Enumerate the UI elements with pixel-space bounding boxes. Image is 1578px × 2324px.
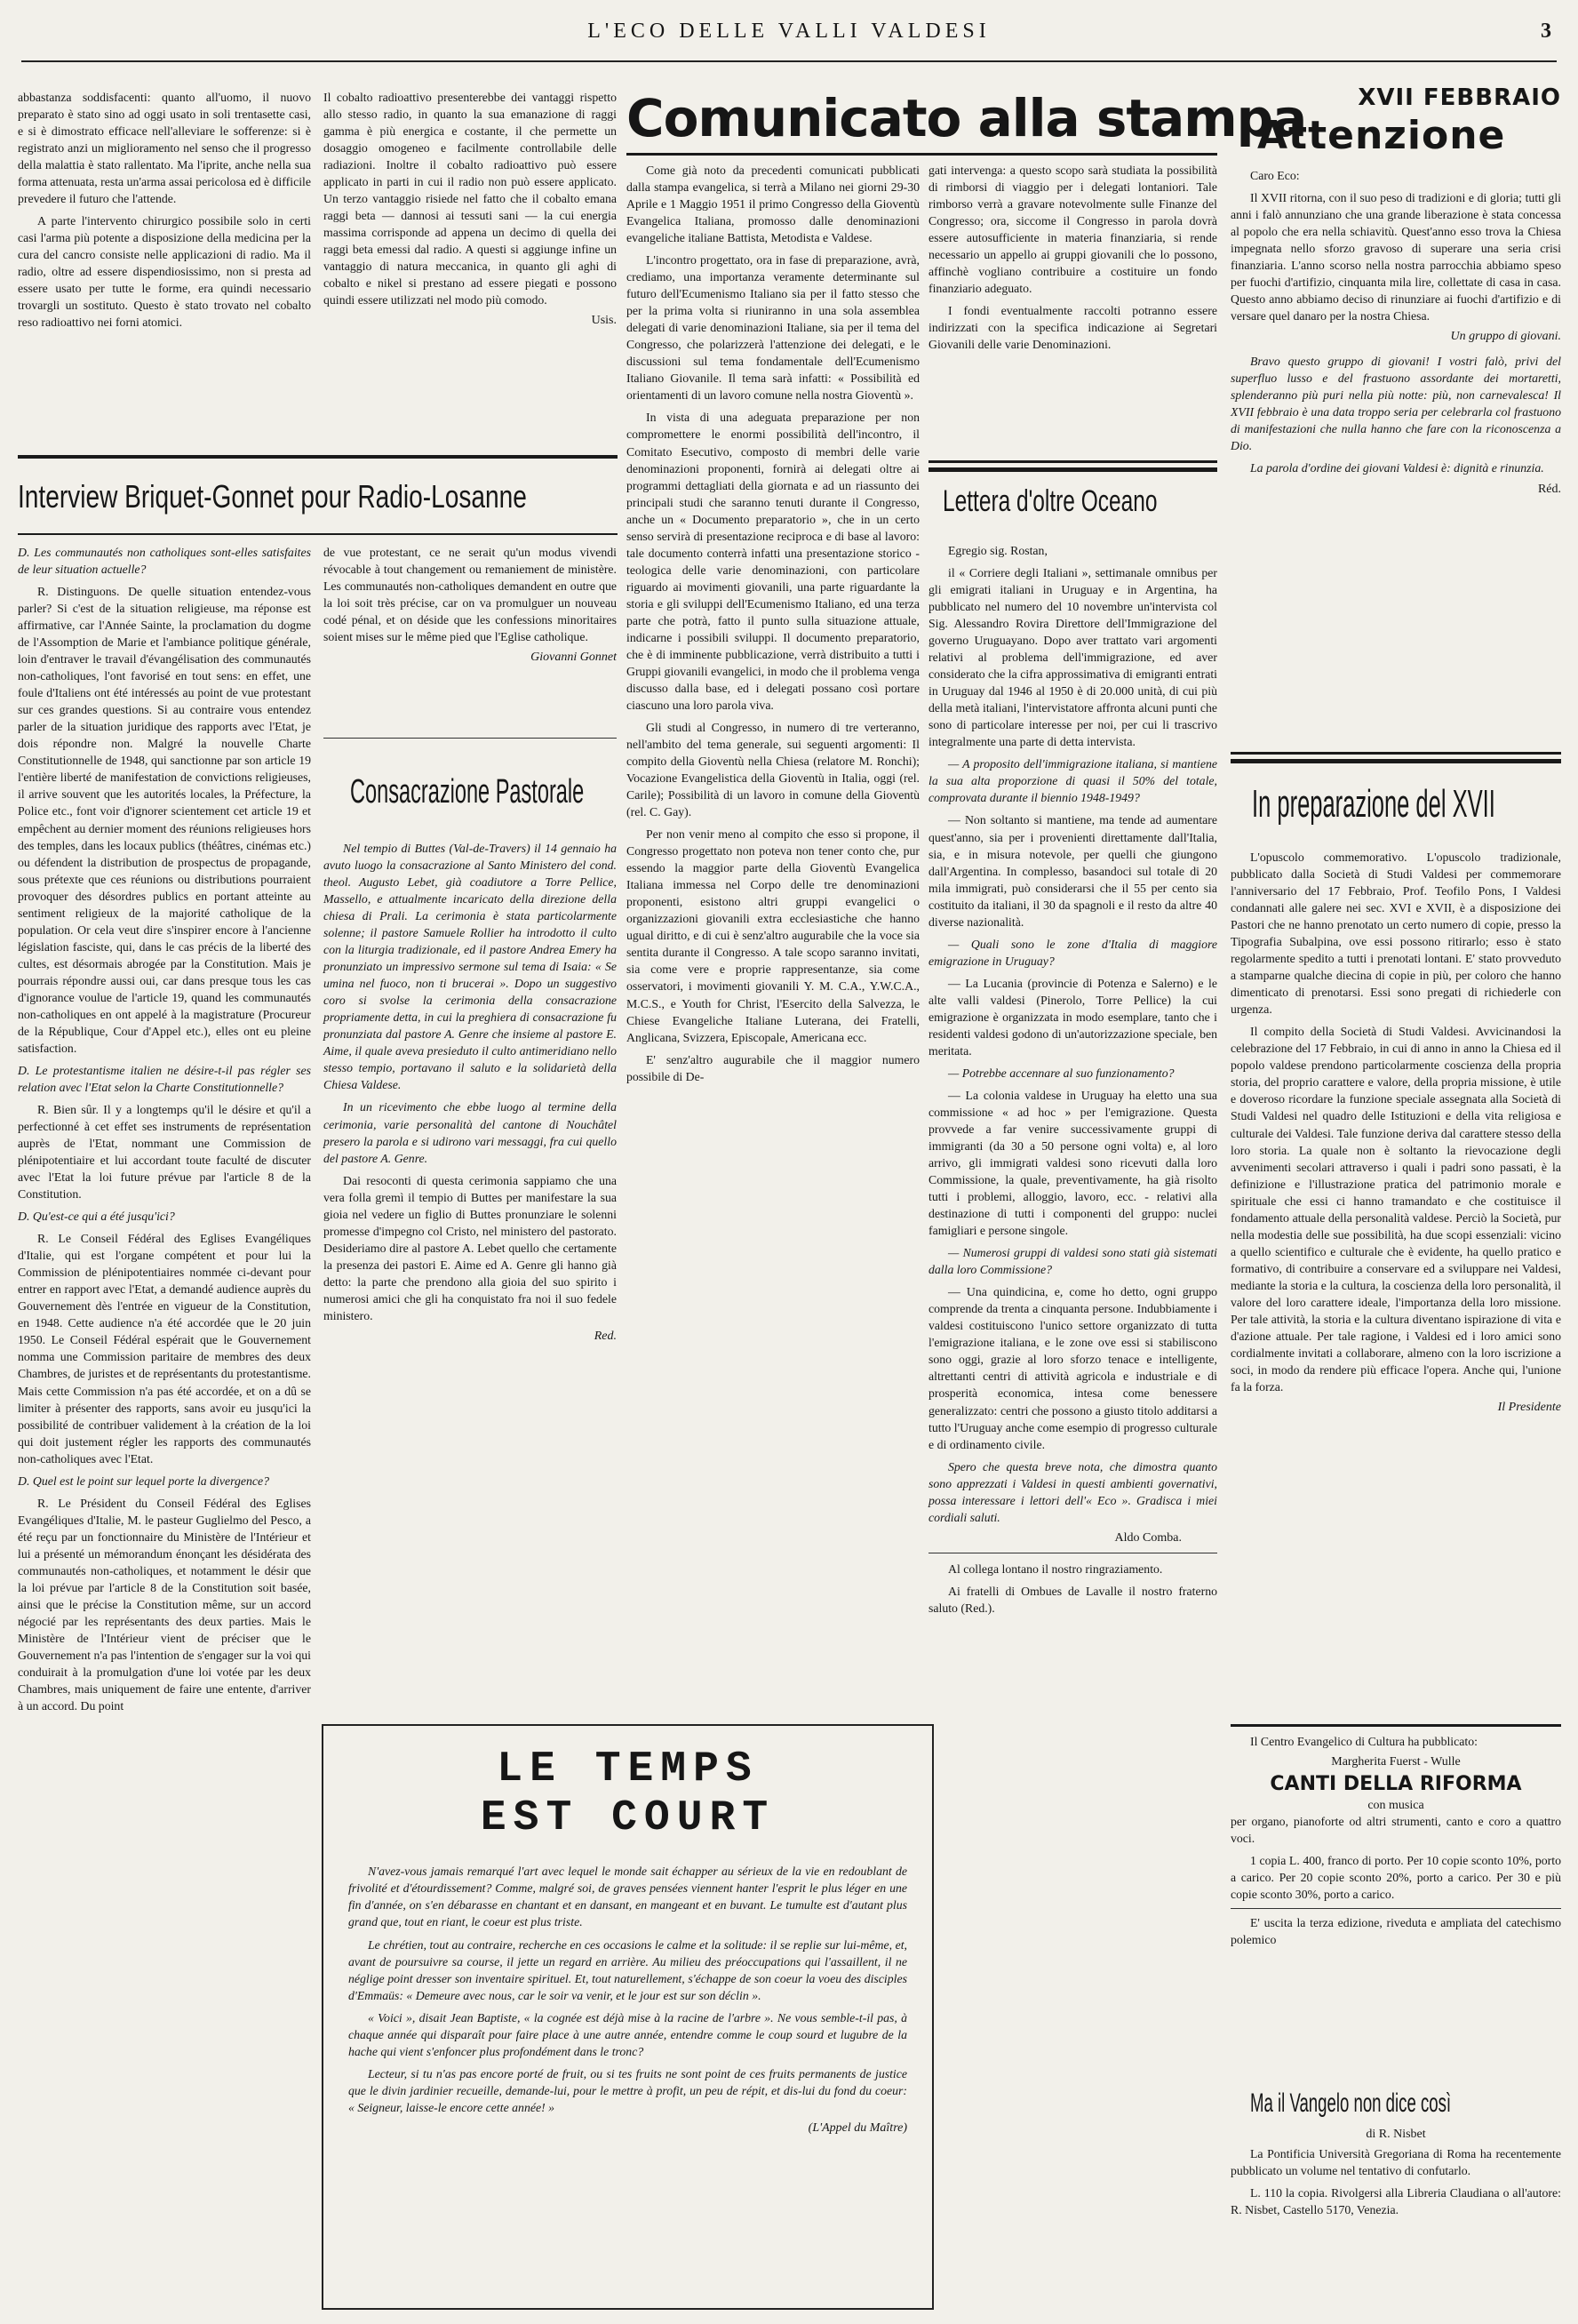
paragraph: per organo, pianoforte od altri strumenti, canto e coro a quattro voci. xyxy=(1231,1815,1561,1846)
divider xyxy=(1231,752,1561,755)
comunicato-column-2 xyxy=(928,162,1217,451)
paragraph: L. 110 la copia. Rivolgersi alla Libreria Claudiana o all'autore: R. Nisbet, Castello 5170, Venezia. xyxy=(1231,2186,1561,2217)
interview-question: — Quali sono le zone d'Italia di maggiore emigrazione in Uruguay? xyxy=(928,937,1217,968)
comunicato-headline-box xyxy=(626,84,1307,160)
paragraph: A parte l'intervento chirurgico possibile solo in certi casi l'arma più potente a disposizione della medicina per la cura del cancro consiste nelle applicazioni di radio. Ma il radio, oltre ad essere dispendiosissimo, non si presta ad essere usato per tutte le forme, era quindi necessario trovargli un sostituto. Questo è stato trovato nel cobalto reso radioattivo nei forni atomici. xyxy=(18,214,311,330)
paragraph: Il XVII ritorna, con il suo peso di tradizioni e di gloria; tutti gli anni i falò annunziano che una grande liberazione è stata concessa al popolo che era nella schiavitù. Quest'anno esso trova la Chiesa impegnata nello sforzo gravoso di superare una seria crisi finanziaria. L'anno scorso nella nostra parrocchia abbiamo speso per fuochi d'artifizio, cinquanta mila lire, collettate di casa in casa. Questo anno abbiamo deciso di rinunziare ai fuochi d'artifizio e di versare quel danaro per la nostra Chiesa. xyxy=(1231,191,1561,323)
paragraph: Dai resoconti di questa cerimonia sappiamo che una vera folla gremì il tempio di Buttes per manifestare la sua gioia nel vedere un figlio di Buttes pronunziare le solenni promesse d'impegno col Cristo, nel ministero del pastorato. Desideriamo dire al pastore A. Lebet quello che certamente la presenza dei pastori E. Aime ed A. Genre gli hanno già detto: la parte che prendono alla gioia del suo spirito i numerosi amici che gli ha conquistato fra noi il suo fedele ministero. xyxy=(323,1173,617,1322)
paragraph: Spero che questa breve nota, che dimostra quanto sono apprezzati i Valdesi in questi ambienti governativi, possa interessare i lettori dell'« Eco ». Gradisca i miei cordiali saluti. xyxy=(928,1459,1217,1524)
comunicato-column-1 xyxy=(626,162,920,1717)
paragraph: N'avez-vous jamais remarqué l'art avec lequel le monde sait échapper au sérieux de la vie en redoublant de frivolité et d'étourdissement? Comme, malgré soi, de graves pensées viennent hanter l'esprit le plus léger en une fin d'année, on s'en débarasse en chantant et en dansant, en mangeant et en buvant. Le tumulte est d'autant plus grand que, tout en riant, le coeur est plus triste. xyxy=(348,1865,907,1929)
interview-answer: R. Bien sûr. Il y a longtemps qu'il le désire et qu'il a perfectionné à cet effet ses instruments de représentation auprès de l'Etat, nommant une Commission de plénipotentiaire et lui accordant toute faculté de discuter avec l'Etat la loi future prévue par l'article 8 de la Constitution. xyxy=(18,1103,311,1202)
paragraph: il « Corriere degli Italiani », settimanale omnibus per gli emigrati italiani in Uruguay e in Argentina, ha pubblicato nel numero del 10 novembre un'intervista col Sig. Alessandro Rovira Direttore dell'Immigrazione del governo Uruguayano. Dopo aver trattato vari argomenti relativi al problema dell'immigrazione, ed aver considerato che la cifra approssimativa di emigranti entrati in Uruguay dal 1946 al 1950 è di 20.000 unità, di cui più della metà italiani, l'intervistatore affronta alcuni punti che sono di particolare interesse per noi, per cui li trascrivo integralmente una parte di detta intervista. xyxy=(928,566,1217,749)
paragraph: Il compito della Società di Studi Valdesi. Avvicinandosi la celebrazione del 17 Febbraio, in cui di anno in anno la Chiesa ed il popolo valdese prendono particolarmente coscienza della propria storia, del proprio carattere e valore, della propria missione, è utile e doveroso ricordare la funzione speciale assegnata alla Società di Studi Valdesi nel quadro delle Istituzioni e della vita religiosa e culturale dei Valdesi. Tale funzione deriva dal carattere stesso della loro storia. La quale non è soltanto la rievocazione degli avvenimenti secolari attraverso i quali i padri sono passati, è la definizione e l'illustrazione pratica del patrimonio morale e spirituale che essi ci hanno tramandato e che costituisce il fondamento attuale della personalità valdese. Perciò la Società, pur nella modestia delle sue possibilità, ha due scopi essenziali: vicino a quello scientifico e culturale che è evidente, ha quello pratico e formativo, di contribuire a conservare ed a sviluppare nei Valdesi, mediante la storia e la cultura, la coscienza della loro personalità, il valore del loro carattere ideale, l'importanza della loro missione. Per tale attività, la storia e la cultura diventano ispirazione di vita e d'azione attuale. Per tale ragione, i Valdesi ed i loro amici sono cordialmente invitati a collaborare, almeno con la loro iscrizione a soci, in modo da rendere più efficace l'opera. Anche qui, l'unione fa la forza. xyxy=(1231,1025,1561,1394)
divider xyxy=(323,738,617,739)
paragraph: E' uscita la terza edizione, riveduta e ampliata del catechismo polemico xyxy=(1231,1916,1561,1947)
interview-headline-box xyxy=(18,469,618,531)
interview-answer: R. Le Président du Conseil Fédéral des Eglises Evangéliques d'Italie, M. le pasteur Guglielmo del Pesco, a été reçu par un fonctionnaire du Ministère de l'Intérieur et lui a présenté un mémorandum énonçant les désidérata des communautés non-catholiques, et notamment le désir que la loi prévue par l'article 8 de la Constitution soit basée, ainsi que le précise la Constitution même, sur un accord négocié par les représentants des deux parties. Mais le Ministère de l'Intérieur vient de préciser que le Gouvernement n'a pas l'intention de s'engager sur la voi qui conduirait à la promulgation d'une loi votée par les deux Chambres, mais uniquement de faire une entente, d'arriver à un accord. Du point xyxy=(18,1496,311,1713)
divider xyxy=(1231,1724,1561,1727)
consacrazione-body xyxy=(323,840,617,1715)
divider xyxy=(1231,759,1561,763)
paragraph: In vista di una adeguata preparazione per non compromettere le enormi possibilità dell'incontro, il Comitato Esecutivo, composto di membri delle varie denominazioni proponenti, fornirà ai delegati oltre ai programmi dettagliati della giornata e ad un riassunto dei principali studi che saranno tenuti durante il Congresso, anche un « Documento preparatorio », che in un certo senso servirà di presentazione reciproca e di base al lavoro: tale documento conterrà infatti una presentazione storico - teologica delle varie denominazioni, con particolare riguardo ai movimenti giovanili, una parte riguardante la storia e gli sviluppi dell'Ecumenismo Italiano, ed una terza parte che potrà, fatto il punto sulla situazione attuale, indicarne i possibili sviluppi. Il documento preparatorio, che è di imminente pubblicazione, verrà distribuito a tutti i Gruppi giovanili evangelici, in modo che il problema venga discusso dalla base, ed i delegati possano così portare ciascuno una loro parola viva. xyxy=(626,411,920,712)
paragraph: Il cobalto radioattivo presenterebbe dei vantaggi rispetto allo stesso radio, in quanto la sua emanazione di raggi gamma è più energica e costante, il che permette un dosaggio omogeneo e facilmente controllabile delle radiazioni. Inoltre il cobalto radioattivo può essere applicato in parti in cui il radio non può essere applicato. Un terzo vantaggio risiede nel fatto che il cobalto emana raggi beta — dannosi ai tessuti sani — la cui energia massima corrisponde ad appena un decimo di quella dei raggi beta emessi dal radio. A questi si aggiunge infine un vantaggio di natura meccanica, in quanto gli aghi di cobalto e nikel si prestano ad essere piegati e possono quindi essere utilizzati nel modo più comodo. xyxy=(323,91,617,307)
paragraph: L'opuscolo commemorativo. L'opuscolo tradizionale, pubblicato dalla Società di Studi Valdesi per commemorare l'anniversario del 17 Febbraio, Prof. Teofilo Pons, I Valdesi condannati alle galere nei sec. XVI e XVII, è a disposizione dei Pastori che ne hanno prenotato un certo numero di copie, presso la Tipografia Subalpina, ove essi possono ritirarlo; esso è stato regolarmente spedito a tutti i prenotati lontani. E' stato provveduto a stamparne qualche diecina di copie in più, per coloro che hanno dimenticato di prenotarsi. Essi sono pregati di richiederle con urgenza. xyxy=(1231,851,1561,1017)
divider xyxy=(928,460,1217,463)
signature: Un gruppo di giovani. xyxy=(1450,330,1561,344)
newspaper-title: L'ECO DELLE VALLI VALDESI xyxy=(587,20,991,43)
paragraph: — Non soltanto si mantiene, ma tende ad aumentare quest'anno, sia per i provenienti direttamente dall'Italia, sia, e in misura notevole, per quelli che giungono dall'Argentina. In complesso, basandoci sul totale di 20 mila immigrati, può considerarsi che il 55 per cento sia costituito da italiani, il 30 da spagnoli e il resto da altre 40 diverse nazionalità. xyxy=(928,813,1217,929)
paragraph: E' senz'altro augurabile che il maggior numero possibile di De- xyxy=(626,1052,920,1083)
signature: Réd. xyxy=(1537,482,1561,496)
paragraph: I fondi eventualmente raccolti potranno essere indirizzati con la specifica indicazione ai Segretari Giovanili delle varie Denominazioni. xyxy=(928,304,1217,352)
paragraph: — La Lucania (provincie di Potenza e Salerno) e le alte valli valdesi (Pinerolo, Torre Pellice) la cui emigrazione è organizzata in modo esemplare, tanto che i residenti valdesi godono di un'autorizzazione speciale, ben meritata. xyxy=(928,976,1217,1058)
paragraph: Nel tempio di Buttes (Val-de-Travers) il 14 gennaio ha avuto luogo la consacrazione al Santo Ministero del cond. theol. Augusto Lebet, già coadiutore a Torre Pellice, Massello, e attualmente incaricato della direzione della chiesa di Prali. La cerimonia è stata particolarmente solenne; il pastore Samuele Rollier ha introdotto il culto con la liturgia tradizionale, ed il pastore Andrea Emery ha pronunziato un impressivo sermone sul tema di Isaia: « Se umina nel fuoco, non ti brucerai ». Dopo un suggestivo coro si svolse la cerimonia della consacrazione propriamente detta, in cui la preghiera di consacrazione fu pronunziata dal pastore A. Genre che insieme al pastore E. Aime, il quale aveva presieduto il culto antimeridiano nello stesso tempio, portavano il saluto e la solidarietà della Chiesa Valdese. xyxy=(323,842,617,1092)
vangelo-advertisement xyxy=(1231,2088,1561,2311)
signature: Il Presidente xyxy=(1497,1401,1561,1414)
paragraph: Le chrétien, tout au contraire, recherche en ces occasions le calme et la solitude: il se replie sur lui-même, et, avant de poursuivre sa course, il jette un regard en arrière. Au milieu des préoccupations qui l'assaillent, il ne néglige point dresser son inventaire spirituel. Et, tout naturellement, s'échappe de son coeur la voeu des disciples d'Emmaüs: « Demeure avec nous, car le soir va venir, et le jour est sur son déclin ». xyxy=(348,1937,907,2002)
paragraph: Come già noto da precedenti comunicati pubblicati dalla stampa evangelica, si terrà a Milano nei giorni 29-30 Aprile e 1 Maggio 1951 il primo Congresso della Gioventù Evangelica Italiana, promosso dalle denominazioni evangeliche italiane Battista, Metodista e Valdese. xyxy=(626,164,920,245)
temps-headline-line1: LE TEMPS xyxy=(497,1745,759,1793)
interview-question: — Potrebbe accennare al suo funzionamento? xyxy=(948,1066,1175,1080)
interview-column-1 xyxy=(18,544,311,2317)
paragraph: Ai fratelli di Ombues de Lavalle il nostro fraterno saluto (Red.). xyxy=(928,1584,1217,1615)
paragraph: — La colonia valdese in Uruguay ha eletto una sua commissione « ad hoc » per l'emigrazione. Questa provvede a far venire successivamente gruppi di immigranti (da 30 a 50 persone ogni volta) e, al loro arrivo, gli immigrati valdesi sono ricevuti dalla loro Commissione, la quale, preventivamente, ha già risolto tutti i problemi, alloggio, lavoro, ecc. - relativi alla destinazione di tutti i componenti del gruppo: nuclei famigliari e persone singole. xyxy=(928,1088,1217,1238)
preparazione-headline: In preparazione del XVII xyxy=(1252,782,1495,826)
signature: (L'Appel du Maître) xyxy=(808,2120,907,2135)
divider xyxy=(1231,1908,1561,1909)
paragraph: Bravo questo gruppo di giovani! I vostri falò, privi del superfluo lusso e del frastuono assordante dei mortaretti, splenderanno più puri nella più notte: più, non carnevalesca! Il XVII febbraio è una data troppo seria per celebrarla col frastuono di manifestazioni che nulla hanno che fare con la riconoscenza a Dio. xyxy=(1231,355,1561,453)
consacrazione-headline: Consacrazione Pastorale xyxy=(350,773,585,811)
salutation: Caro Eco: xyxy=(1250,169,1300,182)
interview-answer: R. Distinguons. De quelle situation entendez-vous parler? Si c'est de la situation religieuse, ma réponse est affirmative, car l'Année Sainte, la proclamation du dogme de l'Assomption de Marie et l'ambiance politique générale, loin d'entraver le travail d'évangélisation des communautés non-catholiques, l'ont favorisé en tout sens: en effet, une foule d'Italiens ont été intéressés au point de vue protestant sur ces grandes questions. Si au contraire vous entendez parler de la situation juridique des rapports avec l'Etat, je dois répondre non. Malgré la nouvelle Charte Constitutionnelle de 1948, qui sanctionne par son article 19 l'entière liberté de manifestation de convictions religieuses, il arrive souvent que les autorités locales, la Préfecture, la Police etc., font voir d'ignorer scientement cet article 19 et empêchent au dernier moment des réunions religieuses hors des temples, dans les locaux publics (théâtres, cinémas etc.) ou défendent la distribution de prospectus de propagande, sous prétexte que ces réunions ou distributions pourraient provoquer des désordres publics en portant atteinte au sentiment religieux de la majorité catholique de la population. Or cela veut dire s'inspirer encore à l'ancienne législation fasciste, qui, dans le cas précis de la liberté des cultes, est désormais abrogée par la Constitution. Mais je pourrais répondre aussi oui, car dans presque tous les cas d'ignorance voulue de l'article 19, quand les communautés non-catholiques en ont appelé à la magistrature (Procureur de la République, Cour d'Appel etc.), elles ont eu pleine satisfaction. xyxy=(18,585,311,1055)
attenzione-kicker: XVII FEBBRAIO xyxy=(1358,84,1561,111)
interview-question: D. Le protestantisme italien ne désire-t-il pas régler ses relation avec l'Etat selon la Charte Constitutionnelle? xyxy=(18,1063,311,1094)
interview-question: D. Quel est le point sur lequel porte la divergence? xyxy=(18,1473,270,1488)
canti-advertisement xyxy=(1231,1733,1561,2000)
salutation: Egregio sig. Rostan, xyxy=(948,544,1048,557)
paragraph: de vue protestant, ce ne serait qu'un modus vivendi révocable à tout changement ou remaniement de ministère. Les communautés non-catholiques demandent en outre que la loi soit très précise, car on va promulguer un nouveau codé pénal, et on déside que les confessions minoritaires soient mises sur le même pied que l'Eglise catholique. xyxy=(323,546,617,644)
paragraph: La parola d'ordine dei giovani Valdesi è: dignità e rinunzia. xyxy=(1250,461,1544,475)
divider xyxy=(928,467,1217,472)
preparazione-body xyxy=(1231,849,1561,1724)
article-cobalto xyxy=(323,89,617,431)
article-cancro-continuation xyxy=(18,89,311,431)
canti-subtitle: con musica xyxy=(1367,1799,1424,1813)
paragraph: La Pontificia Università Gregoriana di Roma ha recentemente pubblicato un volume nel tentativo di confutarlo. xyxy=(1231,2147,1561,2178)
preparazione-headline-box xyxy=(1231,782,1561,844)
paragraph: abbastanza soddisfacenti: quanto all'uomo, il nuovo preparato è stato sino ad oggi usato in soli trentasette casi, e si è dimostrato efficace nell'alleviare le sofferenze: si è registrato anzi un miglioramento nel senso che il progresso della malattia è stato rallentato. Ma l'iprite, anche nella sua forma attenuata, resta un'arma assai pericolosa ed è difficile prevedere il futuro che l'attende. xyxy=(18,91,311,206)
lettera-body xyxy=(928,542,1217,2311)
temps-headline-line2: EST COURT xyxy=(480,1794,776,1843)
le-temps-est-court-box xyxy=(322,1724,934,2310)
interview-answer: R. Le Conseil Fédéral des Eglises Evangéliques d'Italie, qui est l'organe compétent et pour lui la Commission de plénipotentiaires nommée ci-devant pour entrer en rapport avec l'Etat, a demandé audience auprès du Gouvernement dès l'entrée en vigueur de la Constitution, en 1948. Cette audience n'a été accordée que le 20 juin 1950. Le Conseil Fédéral espérait que le Gouvernement nomma une Commission paritaire de membres des deux Chambres, de juristes et de représentants du protestantisme. Mais cette Commission n'a pas été accordée, et on a dû se limiter à présenter des rapports, sans avoir eu jusqu'ici la possibilité de contribuer validement à la création de la loi qui doit justement régler les rapports des communautés non-catholiques avec l'Etat. xyxy=(18,1232,311,1465)
divider xyxy=(18,533,618,535)
canti-authors: Margherita Fuerst - Wulle xyxy=(1331,1755,1461,1769)
lettera-headline: Lettera d'oltre Oceano xyxy=(943,484,1158,518)
interview-headline: Interview Briquet-Gonnet pour Radio-Losanne xyxy=(18,478,527,515)
interview-column-2 xyxy=(323,544,617,726)
masthead xyxy=(21,11,1557,62)
paragraph: Al collega lontano il nostro ringraziamento. xyxy=(948,1561,1163,1576)
paragraph: « Voici », disait Jean Baptiste, « la cognée est déjà mise à la racine de l'arbre ». Ne vous semble-t-il pas, à chaque année qui disparaît pour faire place à une autre année, entendre comme le coup sourd et lugubre de la hache qui vient s'enfoncer plus profondément dans le tronc? xyxy=(348,2010,907,2058)
paragraph: — Una quindicina, e, come ho detto, ogni gruppo comprende da trenta a cinquanta persone. Indubbiamente i valdesi costituiscono l'unico settore organizzato di tutta l'emigrazione italiana, e le zone ove essi si stabiliscono sono oggi, grazie al loro sforzo tenace e intelligente, altrettanti centri di attività agricola e industriale e di prosperità economica, intesa come benessere generalizzato: centri che possono a giusto titolo additarsi a tutto l'Uruguay anche come esempio di progresso culturale e di ordinamento civile. xyxy=(928,1285,1217,1451)
paragraph: L'incontro progettato, ora in fase di preparazione, avrà, crediamo, una importanza veramente determinante sul futuro dell'Ecumenismo Italiano sia per il fatto stesso che per la prima volta si riuniranno in una sola assemblea delegati di varie denominazioni Italiane, sia per il tema del Congresso, che polarizzerà l'attenzione dei delegati, e le discussioni sul tema fondamentale dell'Ecumenismo Italiano Giovanile. Il tema sarà infatti: « Possibilità ed orientamenti di un lavoro comune nella nostra Gioventù ». xyxy=(626,253,920,403)
signature: Red. xyxy=(594,1329,617,1343)
paragraph: Per non venir meno al compito che esso si propone, il Congresso progettato non poteva non tener conto che, pur essendo la maggior parte della Gioventù Evangelica Italiana immessa nel Corpo delle tre denominazioni proponenti, esistono altri gruppi evangelici o organizzazioni giovanili extra ecclesiastiche che hanno ugual diritto, e di cui è senz'altro augurabile che la voce sia sentita durante il Congresso. A tale scopo saranno invitati, sia come vere e proprie rappresentanze, sia come osservatori, i movimenti giovanili Y. M. C.A., Y.W.C.A., M.C.S., e Youth for Christ, l'Esercito della Salvezza, le Chiese Evangeliche Italiane Luterana, dei Fratelli, Anglicana, Svizzera, Episcopale, Americana ecc. xyxy=(626,827,920,1044)
paragraph: Lecteur, si tu n'as pas encore porté de fruit, ou si tes fruits ne sont point de ces fruits permanents de justice que le divin jardinier recueille, demande-lui, pour le mettre à profit, un peu de répit, et dis-lui du fond du coeur: « Seigneur, laisse-le encore cette année! » xyxy=(348,2066,907,2114)
paragraph: In un ricevimento che ebbe luogo al termine della cerimonia, varie personalità del cantone di Nouchâtel presero la parola e si udirono vari messaggi, fra cui quello del pastore A. Genre. xyxy=(323,1100,617,1165)
attenzione-headline: Attenzione xyxy=(1257,113,1506,158)
interview-question: D. Qu'est-ce qui a été jusqu'ici? xyxy=(18,1210,175,1224)
divider xyxy=(18,455,618,459)
lettera-headline-box xyxy=(928,484,1217,538)
vangelo-author: di R. Nisbet xyxy=(1366,2128,1426,2141)
canti-title: CANTI DELLA RIFORMA xyxy=(1270,1773,1522,1796)
signature: Usis. xyxy=(591,314,617,328)
interview-question: D. Les communautés non catholiques sont-elles satisfaites de leur situation actuelle? xyxy=(18,546,311,577)
interview-question: — Numerosi gruppi di valdesi sono stati già sistemati dalla loro Commissione? xyxy=(928,1246,1217,1277)
comunicato-headline: Comunicato alla stampa xyxy=(626,88,1307,148)
paragraph: Il Centro Evangelico di Cultura ha pubblicato: xyxy=(1250,1735,1478,1748)
temps-headline xyxy=(323,1745,932,1843)
signature: Aldo Comba. xyxy=(1114,1530,1182,1545)
vangelo-headline: Ma il Vangelo non dice così xyxy=(1250,2088,1452,2118)
attenzione-box xyxy=(1231,84,1561,875)
signature: Giovanni Gonnet xyxy=(530,651,617,665)
interview-question: — A proposito dell'immigrazione italiana, si mantiene la sua alta proporzione di quasi il 50% del totale, comprovata durante il biennio 1948-1949? xyxy=(928,757,1217,805)
page-number: 3 xyxy=(1541,20,1551,43)
paragraph: 1 copia L. 400, franco di porto. Per 10 copie sconto 10%, porto a carico. Per 20 copie sconto 20%, porto a carico. Per 30 e più copie sconto 30%, porto a carico. xyxy=(1231,1854,1561,1902)
divider xyxy=(626,153,1217,156)
paragraph: Gli studi al Congresso, in numero di tre verteranno, nell'ambito del tema generale, sui seguenti argomenti: Il compito della Gioventù nella Chiesa (relatore M. Ronchi); Vocazione Evangelistica della Gioventù in Italia, oggi (rel. Carile); Possibilità di un lavoro in comune della Gioventù (rel. C. Gay). xyxy=(626,721,920,819)
paragraph: gati intervenga: a questo scopo sarà studiata la possibilità di rimborsi di viaggio per i delegati lontaniori. Tale rimborso verrà a gravare notevolmente sulle Finanze del Congresso; ora, siccome il Congresso in parola dovrà essere autosufficiente in materia finanziaria, si rende necessario un appello ai gruppi giovanili che lo possono, affinchè vogliano contribuire a costituire un fondo finanziario adeguato. xyxy=(928,164,1217,296)
consacrazione-headline-box xyxy=(323,773,617,835)
